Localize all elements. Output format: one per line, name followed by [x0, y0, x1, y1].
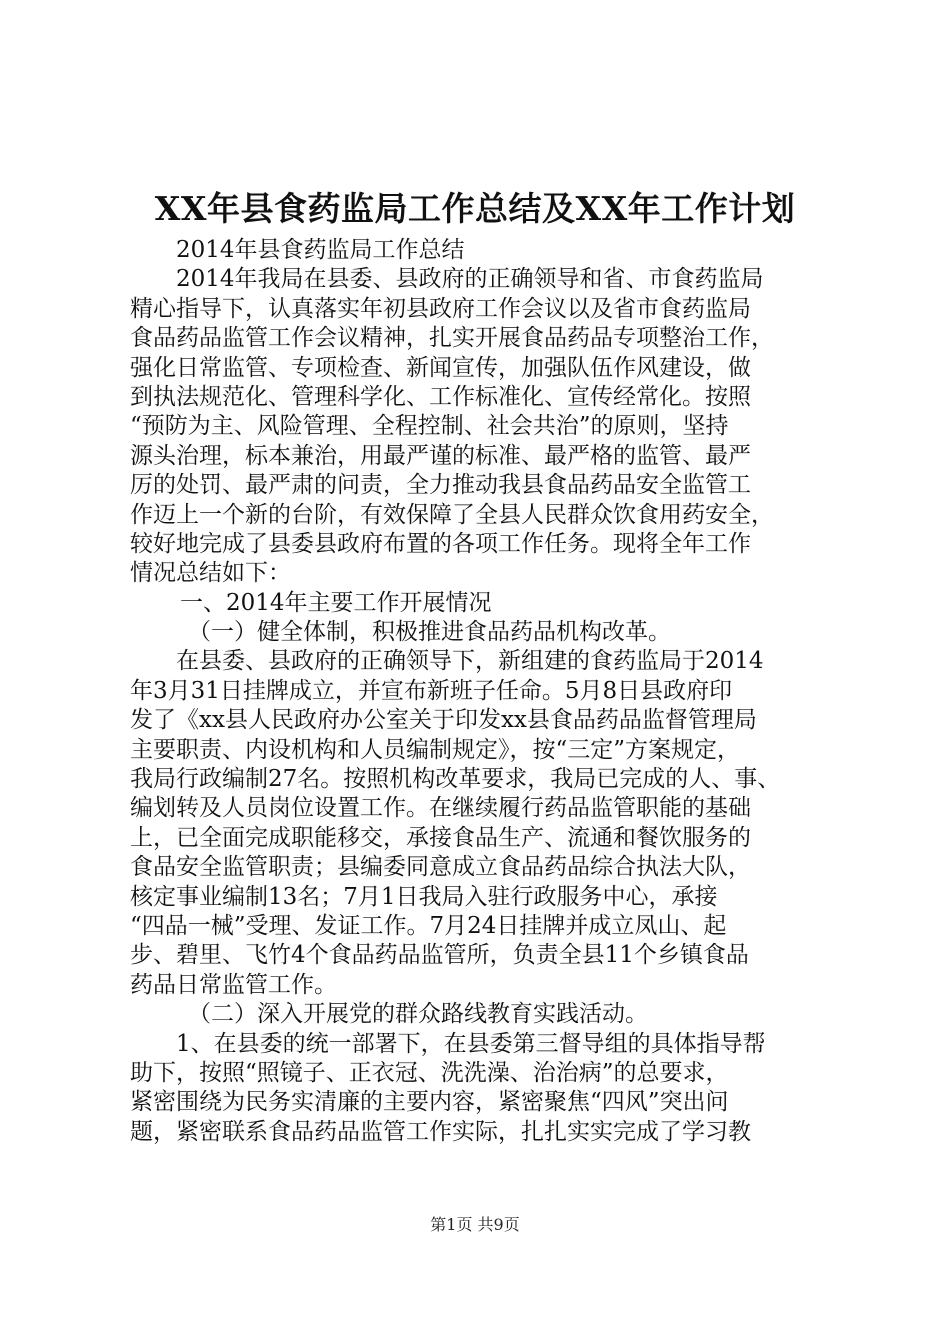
subtitle-line: 2014年县食药监局工作总结: [176, 237, 465, 263]
paragraph-line: 精心指导下，认真落实年初县政府工作会议以及省市食药监局: [130, 295, 751, 322]
paragraph-line: 编划转及人员岗位设置工作。在继续履行药品监管职能的基础: [130, 795, 751, 822]
paragraph-line: 1、在县委的统一部署下，在县委第三督导组的具体指导帮: [176, 1030, 766, 1057]
subsection-heading: （二）深入开展党的群众路线教育实践活动。: [188, 1001, 648, 1028]
paragraph-line: 强化日常监管、专项检查、新闻宣传，加强队伍作风建设，做: [130, 354, 751, 381]
paragraph-line: “四品一械”受理、发证工作。7月24日挂牌并成立凤山、起: [130, 912, 727, 939]
paragraph-line: 源头治理，标本兼治，用最严谨的标准、最严格的监管、最严: [130, 442, 751, 469]
document-title: XX年县食药监局工作总结及XX年工作计划: [154, 189, 796, 228]
paragraph-line: 助下，按照“照镜子、正衣冠、洗洗澡、治治病”的总要求，: [130, 1059, 729, 1086]
paragraph-line: 上，已全面完成职能移交，承接食品生产、流通和餐饮服务的: [130, 824, 751, 851]
paragraph-line: 情况总结如下：: [130, 560, 291, 587]
subsection-heading: （一）健全体制，积极推进食品药品机构改革。: [188, 619, 671, 646]
paragraph-line: “预防为主、风险管理、全程控制、社会共治”的原则，坚持: [130, 413, 729, 440]
page-number-footer: 第1页 共9页: [430, 1215, 520, 1234]
paragraph-line: 核定事业编制13名；7月1日我局入驻行政服务中心，承接: [130, 883, 718, 910]
section-heading: 一、2014年主要工作开展情况: [180, 589, 492, 616]
paragraph-line: 发了《xx县人民政府办公室关于印发xx县食品药品监督管理局: [130, 707, 757, 734]
paragraph-line: 厉的处罚、最严肃的问责，全力推动我县食品药品安全监管工: [130, 472, 751, 499]
paragraph-line: 在县委、县政府的正确领导下，新组建的食药监局于2014: [176, 648, 764, 675]
paragraph-line: 我局行政编制27名。按照机构改革要求，我局已完成的人、事、: [130, 766, 781, 793]
paragraph-line: 食品安全监管职责；县编委同意成立食品药品综合执法大队，: [130, 854, 751, 881]
paragraph-line: 作迈上一个新的台阶，有效保障了全县人民群众饮食用药安全，: [130, 501, 774, 528]
paragraph-line: 2014年我局在县委、县政府的正确领导和省、市食药监局: [176, 266, 764, 293]
document-body: [130, 236, 830, 1147]
paragraph-line: 到执法规范化、管理科学化、工作标准化、宣传经常化。按照: [130, 383, 751, 410]
paragraph-line: 主要职责、内设机构和人员编制规定》，按“三定”方案规定，: [130, 736, 741, 763]
paragraph-line: 食品药品监管工作会议精神，扎实开展食品药品专项整治工作，: [130, 325, 774, 352]
paragraph-line: 较好地完成了县委县政府布置的各项工作任务。现将全年工作: [130, 530, 751, 557]
paragraph-line: 药品日常监管工作。: [130, 971, 337, 998]
paragraph-line: 年3月31日挂牌成立，并宣布新班子任命。5月8日县政府印: [130, 677, 733, 704]
paragraph-line: 题，紧密联系食品药品监管工作实际，扎扎实实完成了学习教: [130, 1118, 751, 1145]
paragraph-line: 紧密围绕为民务实清廉的主要内容，紧密聚焦“四风”突出问: [130, 1089, 729, 1116]
paragraph-line: 步、碧里、飞竹4个食品药品监管所，负责全县11个乡镇食品: [130, 942, 749, 969]
